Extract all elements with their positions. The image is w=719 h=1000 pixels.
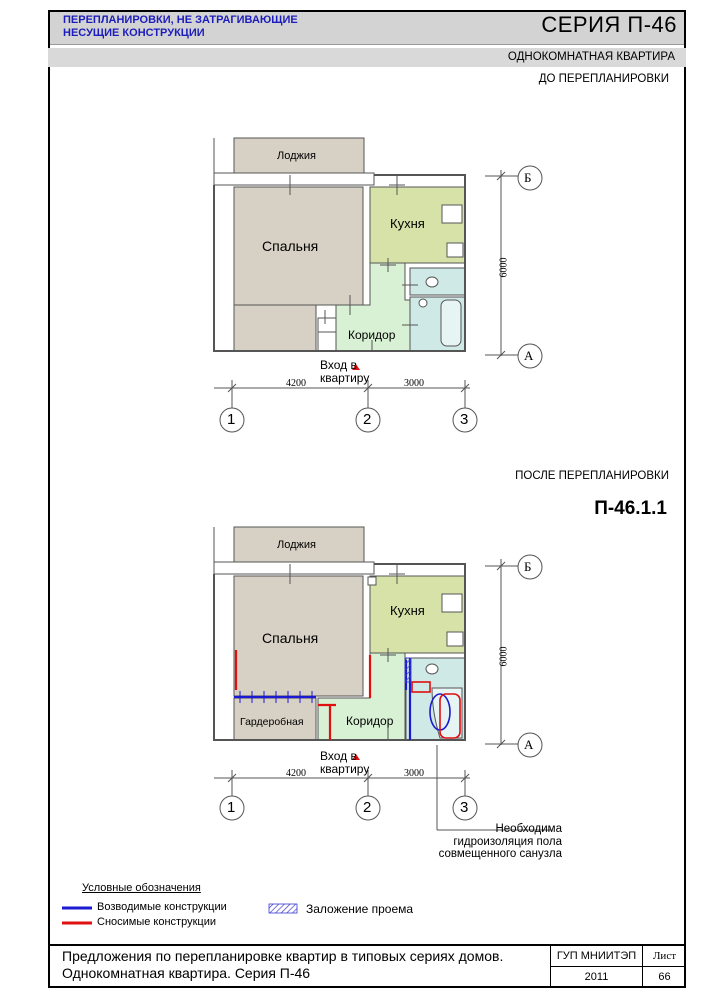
before-dim-left: 4200 bbox=[286, 378, 306, 389]
footer-sheet-label: Лист bbox=[643, 946, 686, 967]
before-dim-vertical: 6000 bbox=[498, 257, 510, 278]
after-axis-3: 3 bbox=[460, 799, 469, 816]
note-line3: совмещенного санузла bbox=[438, 848, 562, 860]
after-loggia-label: Лоджия bbox=[277, 539, 316, 551]
legend-opening-swatch bbox=[269, 904, 297, 913]
before-loggia-label: Лоджия bbox=[277, 150, 316, 162]
before-axis-b: Б bbox=[524, 170, 532, 185]
apartment-type: ОДНОКОМНАТНАЯ КВАРТИРА bbox=[507, 51, 675, 63]
plan-before bbox=[214, 138, 542, 432]
toilet-icon bbox=[426, 277, 438, 287]
before-axis-1: 1 bbox=[227, 411, 236, 428]
legend-removed-label: Сносимые конструкции bbox=[97, 916, 216, 928]
before-title: ДО ПЕРЕПЛАНИРОВКИ bbox=[538, 73, 669, 85]
kitchen-sink-icon bbox=[447, 632, 463, 646]
footer-year: 2011 bbox=[584, 971, 609, 983]
after-bedroom-label: Спальня bbox=[262, 630, 319, 646]
before-axis-2: 2 bbox=[363, 411, 372, 428]
before-entrance-line1: Вход в bbox=[320, 358, 357, 372]
after-title: ПОСЛЕ ПЕРЕПЛАНИРОВКИ bbox=[515, 470, 669, 482]
note-line1: Необходима bbox=[495, 823, 562, 835]
after-wardrobe-label: Гардеробная bbox=[240, 716, 304, 728]
footer-sheet-number: 66 bbox=[658, 971, 671, 983]
before-axis-3: 3 bbox=[460, 411, 469, 428]
footer-org: ГУП МНИИТЭП bbox=[551, 946, 642, 967]
after-dim-left: 4200 bbox=[286, 768, 306, 779]
header-title-line2: НЕСУЩИЕ КОНСТРУКЦИИ bbox=[63, 27, 205, 39]
after-dim-vertical: 6000 bbox=[498, 646, 510, 667]
stove-icon bbox=[442, 594, 462, 612]
sink-icon bbox=[419, 299, 427, 307]
footer-line1: Предложения по перепланировке квартир в типовых сериях домов. bbox=[62, 948, 504, 964]
legend-erected-label: Возводимые конструкции bbox=[97, 901, 227, 913]
after-entrance-label bbox=[320, 750, 369, 776]
after-axis-2: 2 bbox=[363, 799, 372, 816]
plan-code: П-46.1.1 bbox=[594, 498, 667, 519]
footer-description bbox=[62, 948, 503, 982]
before-entrance-label bbox=[320, 359, 369, 385]
before-corridor-label: Коридор bbox=[348, 328, 396, 342]
after-axis-b: Б bbox=[524, 559, 532, 574]
after-axis-1: 1 bbox=[227, 799, 236, 816]
after-entrance-line2: квартиру bbox=[320, 762, 370, 776]
footer-line2: Однокомнатная квартира. Серия П-46 bbox=[62, 965, 311, 981]
before-entrance-line2: квартиру bbox=[320, 371, 370, 385]
stove-icon bbox=[442, 205, 462, 223]
after-dim-right: 3000 bbox=[404, 768, 424, 779]
before-axis-a: А bbox=[524, 348, 534, 363]
footer-org-cell bbox=[550, 946, 642, 988]
series-title: СЕРИЯ П-46 bbox=[541, 12, 677, 37]
note-line2: гидроизоляция пола bbox=[453, 835, 562, 848]
after-corridor-label: Коридор bbox=[346, 714, 394, 728]
toilet-icon bbox=[426, 664, 438, 674]
after-kitchen-label: Кухня bbox=[390, 603, 425, 618]
header-title-line1: ПЕРЕПЛАНИРОВКИ, НЕ ЗАТРАГИВАЮЩИЕ bbox=[63, 14, 298, 26]
before-dim-right: 3000 bbox=[404, 378, 424, 389]
after-entrance-line1: Вход в bbox=[320, 749, 357, 763]
kitchen-sink-icon bbox=[447, 243, 463, 257]
waterproofing-note bbox=[412, 823, 562, 861]
footer-sheet-cell bbox=[642, 946, 686, 988]
legend-title: Условные обозначения bbox=[82, 882, 201, 894]
plan-after bbox=[214, 527, 552, 830]
before-kitchen-label: Кухня bbox=[390, 216, 425, 231]
before-bedroom-label: Спальня bbox=[262, 238, 319, 254]
opening-fill bbox=[405, 658, 411, 682]
after-axis-a: А bbox=[524, 737, 534, 752]
legend-opening-label: Заложение проема bbox=[306, 902, 414, 916]
bathtub-icon bbox=[441, 300, 461, 346]
